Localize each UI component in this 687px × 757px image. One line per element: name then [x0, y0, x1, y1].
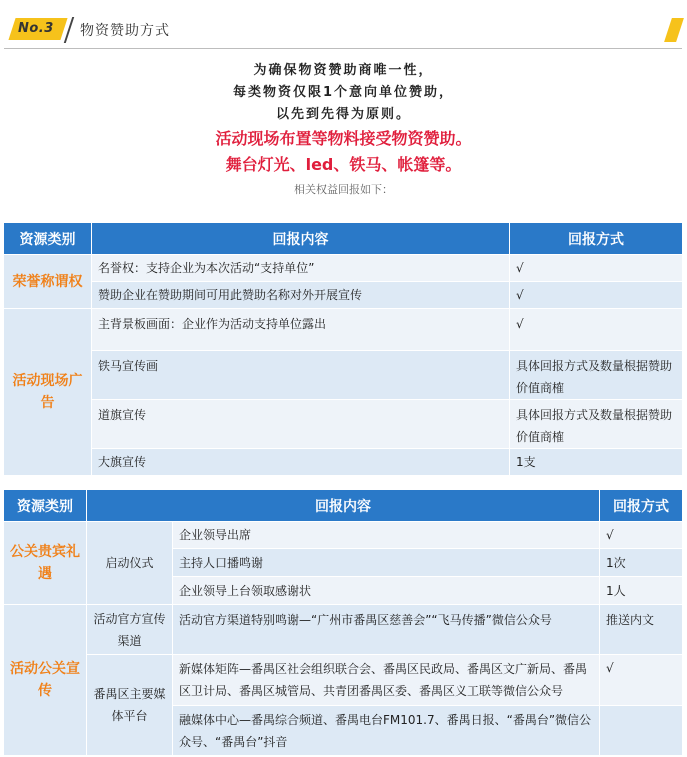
section-header [4, 8, 682, 49]
col-header-method: 回报方式 [510, 223, 682, 254]
subcategory-cell: 启动仪式 [87, 521, 173, 604]
col-header-content: 回报内容 [92, 223, 510, 254]
content-cell: 主持人口播鸣谢 [173, 548, 600, 576]
table-header-row [4, 490, 682, 521]
table-row [4, 654, 682, 705]
header-accent [664, 18, 684, 42]
method-cell: √ [510, 254, 682, 281]
table-row [4, 308, 682, 350]
sponsorship-table-1 [4, 223, 682, 475]
content-cell: 企业领导上台领取感谢状 [173, 576, 600, 604]
table-row [4, 350, 682, 399]
method-cell: 1次 [600, 548, 682, 576]
intro-line: 每类物资仅限1个意向单位赞助， [232, 85, 455, 100]
content-cell: 主背景板画面：企业作为活动支持单位露出 [92, 308, 510, 350]
intro-block [0, 60, 687, 200]
category-cell: 荣誉称谓权 [4, 254, 92, 308]
method-cell: √ [600, 521, 682, 548]
method-cell: 1人 [600, 576, 682, 604]
method-cell: √ [600, 654, 682, 705]
col-header-category: 资源类别 [4, 223, 92, 254]
category-cell: 活动公关宣传 [4, 604, 87, 755]
method-cell [600, 705, 682, 755]
method-cell: 具体回报方式及数量根据赞助价值商榷 [510, 350, 682, 399]
col-header-content: 回报内容 [87, 490, 600, 521]
category-cell: 公关贵宾礼遇 [4, 521, 87, 604]
intro-line: 以先到先得为原则。 [275, 107, 411, 122]
section-number: No.3 [18, 21, 54, 36]
content-cell: 道旗宣传 [92, 399, 510, 448]
method-cell: 具体回报方式及数量根据赞助价值商榷 [510, 399, 682, 448]
content-cell: 铁马宣传画 [92, 350, 510, 399]
subcategory-cell: 活动官方宣传渠道 [87, 604, 173, 654]
section-title: 物资赞助方式 [80, 23, 170, 39]
table-row [4, 399, 682, 448]
intro-highlight: 活动现场布置等物料接受物资赞助。 [215, 129, 472, 148]
table-row [4, 281, 682, 308]
table-row [4, 604, 682, 654]
subcategory-cell: 番禺区主要媒体平台 [87, 654, 173, 755]
method-cell: √ [510, 281, 682, 308]
method-cell: √ [510, 308, 682, 350]
table-row [4, 521, 682, 548]
method-cell: 推送内文 [600, 604, 682, 654]
intro-line: 为确保物资赞助商唯一性， [253, 63, 434, 78]
table-header-row [4, 223, 682, 254]
content-cell: 企业领导出席 [173, 521, 600, 548]
sponsorship-table-2 [4, 490, 682, 755]
content-cell: 名誉权：支持企业为本次活动“支持单位” [92, 254, 510, 281]
content-cell: 活动官方渠道特别鸣谢—“广州市番禺区慈善会”“飞马传播”微信公众号 [173, 604, 600, 654]
col-header-category: 资源类别 [4, 490, 87, 521]
intro-note: 相关权益回报如下： [294, 183, 393, 196]
table-row [4, 448, 682, 475]
category-cell: 活动现场广告 [4, 308, 92, 475]
intro-highlight: 舞台灯光、led、铁马、帐篷等。 [225, 155, 462, 174]
content-cell: 大旗宣传 [92, 448, 510, 475]
content-cell: 融媒体中心—番禺综合频道、番禺电台FM101.7、番禺日报、“番禺台”微信公众号、“番禺台”抖音 [173, 705, 600, 755]
method-cell: 1支 [510, 448, 682, 475]
content-cell: 新媒体矩阵—番禺区社会组织联合会、番禺区民政局、番禺区文广新局、番禺区卫计局、番禺区城管局、共青团番禺区委、番禺区义工联等微信公众号 [173, 654, 600, 705]
content-cell: 赞助企业在赞助期间可用此赞助名称对外开展宣传 [92, 281, 510, 308]
table-row [4, 254, 682, 281]
col-header-method: 回报方式 [600, 490, 682, 521]
